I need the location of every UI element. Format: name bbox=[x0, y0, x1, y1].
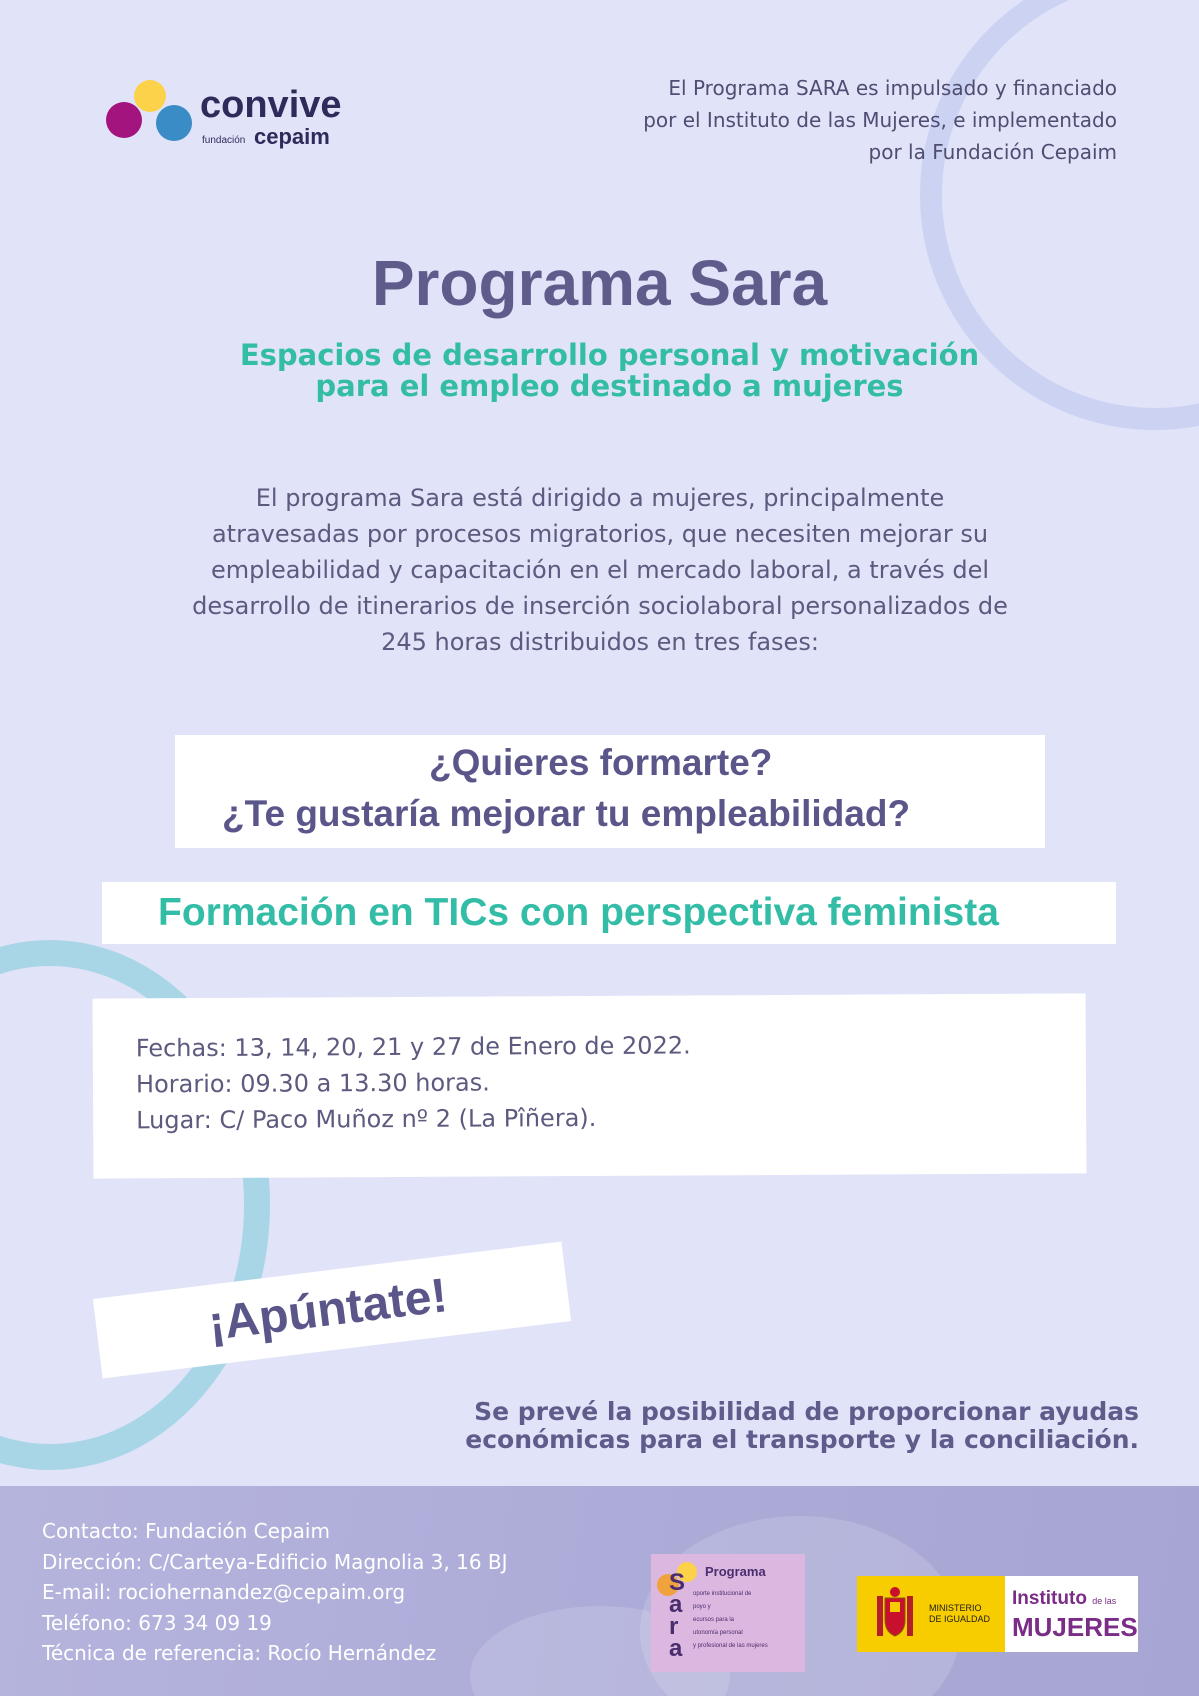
intro-line: empleabilidad y capacitación en el mercado laboral, a través del bbox=[210, 556, 990, 584]
funding-line: por el Instituto de las Mujeres, e implementado bbox=[643, 108, 1117, 132]
logo-small-text: fundación bbox=[202, 135, 246, 146]
financial-aid-note bbox=[439, 1398, 1139, 1454]
page-title: Programa Sara bbox=[371, 247, 828, 319]
ministry-line: MINISTERIO bbox=[929, 1603, 982, 1613]
sara-logo-title: Programa bbox=[705, 1564, 766, 1579]
sara-logo-letters bbox=[669, 1569, 689, 1662]
intro-line: El programa Sara está dirigido a mujeres, principalmente bbox=[255, 484, 945, 512]
programa-sara-logo bbox=[651, 1554, 805, 1672]
funding-line: por la Fundación Cepaim bbox=[868, 140, 1117, 164]
logo-word: convive bbox=[200, 84, 342, 126]
questions-box bbox=[175, 735, 1045, 848]
ministry-instituto-logo bbox=[857, 1576, 1138, 1652]
instituto-small: de las bbox=[1092, 1596, 1117, 1606]
mujeres-word: MUJERES bbox=[1012, 1612, 1138, 1642]
subtitle-line: para el empleo destinado a mujeres bbox=[315, 369, 904, 403]
question-formarte: ¿Quieres formarte? bbox=[429, 742, 773, 783]
sara-letter: a bbox=[669, 1635, 683, 1662]
sara-letter: a bbox=[669, 1591, 683, 1618]
course-title: Formación en TICs con perspectiva feminista bbox=[158, 891, 999, 934]
intro-paragraph bbox=[150, 480, 1050, 660]
sara-letter: r bbox=[669, 1613, 679, 1640]
contact-tech: Técnica de referencia: Rocío Hernández bbox=[42, 1641, 437, 1665]
intro-line: desarrollo de itinerarios de inserción sociolaboral personalizados de bbox=[192, 592, 1008, 620]
course-dates: Fechas: 13, 14, 20, 21 y 27 de Enero de 2022. bbox=[135, 1031, 691, 1063]
aid-line: Se prevé la posibilidad de proporcionar ayudas bbox=[474, 1397, 1139, 1426]
instituto-word: Instituto bbox=[1012, 1588, 1087, 1609]
funding-line: El Programa SARA es impulsado y financiado bbox=[668, 76, 1117, 100]
logo-sub-text: cepaim bbox=[254, 124, 330, 149]
ministry-name bbox=[929, 1603, 990, 1625]
contact-info bbox=[42, 1516, 508, 1669]
sara-logo-line: ecursos para la bbox=[693, 1617, 735, 1623]
contact-email: E-mail: rociohernandez@cepaim.org bbox=[42, 1580, 406, 1604]
sara-logo-line: utonomía personal bbox=[693, 1630, 743, 1636]
logo-dot-blue bbox=[156, 105, 192, 141]
instituto-name bbox=[1012, 1588, 1116, 1610]
sara-letter: S bbox=[669, 1569, 686, 1596]
course-details-box bbox=[93, 993, 1087, 1178]
intro-line: atravesadas por procesos migratorios, que necesiten mejorar su bbox=[211, 520, 989, 548]
sara-logo-lines bbox=[693, 1588, 768, 1653]
course-place: Lugar: C/ Paco Muñoz nº 2 (La Pîñera). bbox=[136, 1103, 597, 1135]
intro-line: 245 horas distribuidos en tres fases: bbox=[381, 628, 819, 656]
logo-dot-purple bbox=[106, 102, 142, 138]
contact-phone: Teléfono: 673 34 09 19 bbox=[42, 1610, 272, 1635]
aid-line: económicas para el transporte y la conciliación. bbox=[465, 1425, 1139, 1454]
subtitle bbox=[0, 340, 1199, 402]
sara-logo-line: y profesional de las mujeres bbox=[693, 1643, 768, 1649]
signup-text: ¡Apúntate! bbox=[205, 1269, 451, 1351]
sara-logo-line: poyo y bbox=[693, 1604, 711, 1610]
contact-name: Contacto: Fundación Cepaim bbox=[42, 1519, 330, 1543]
course-schedule: Horario: 09.30 a 13.30 horas. bbox=[135, 1068, 490, 1099]
subtitle-line: Espacios de desarrollo personal y motivación bbox=[239, 338, 980, 372]
footer bbox=[0, 1486, 1199, 1696]
ministry-panel bbox=[857, 1576, 1005, 1652]
convive-cepaim-logo bbox=[106, 80, 366, 150]
sara-logo-line: oporte institucional de bbox=[693, 1591, 752, 1597]
coat-of-arms-icon bbox=[875, 1586, 915, 1642]
logo-dot-yellow bbox=[134, 80, 166, 112]
ministry-line: DE IGUALDAD bbox=[929, 1614, 991, 1624]
course-title-box bbox=[102, 882, 1116, 944]
contact-address: Dirección: C/Carteya-Edificio Magnolia 3, 16 BJ bbox=[42, 1549, 508, 1574]
question-empleabilidad: ¿Te gustaría mejorar tu empleabilidad? bbox=[222, 793, 911, 834]
funding-note bbox=[557, 72, 1117, 168]
